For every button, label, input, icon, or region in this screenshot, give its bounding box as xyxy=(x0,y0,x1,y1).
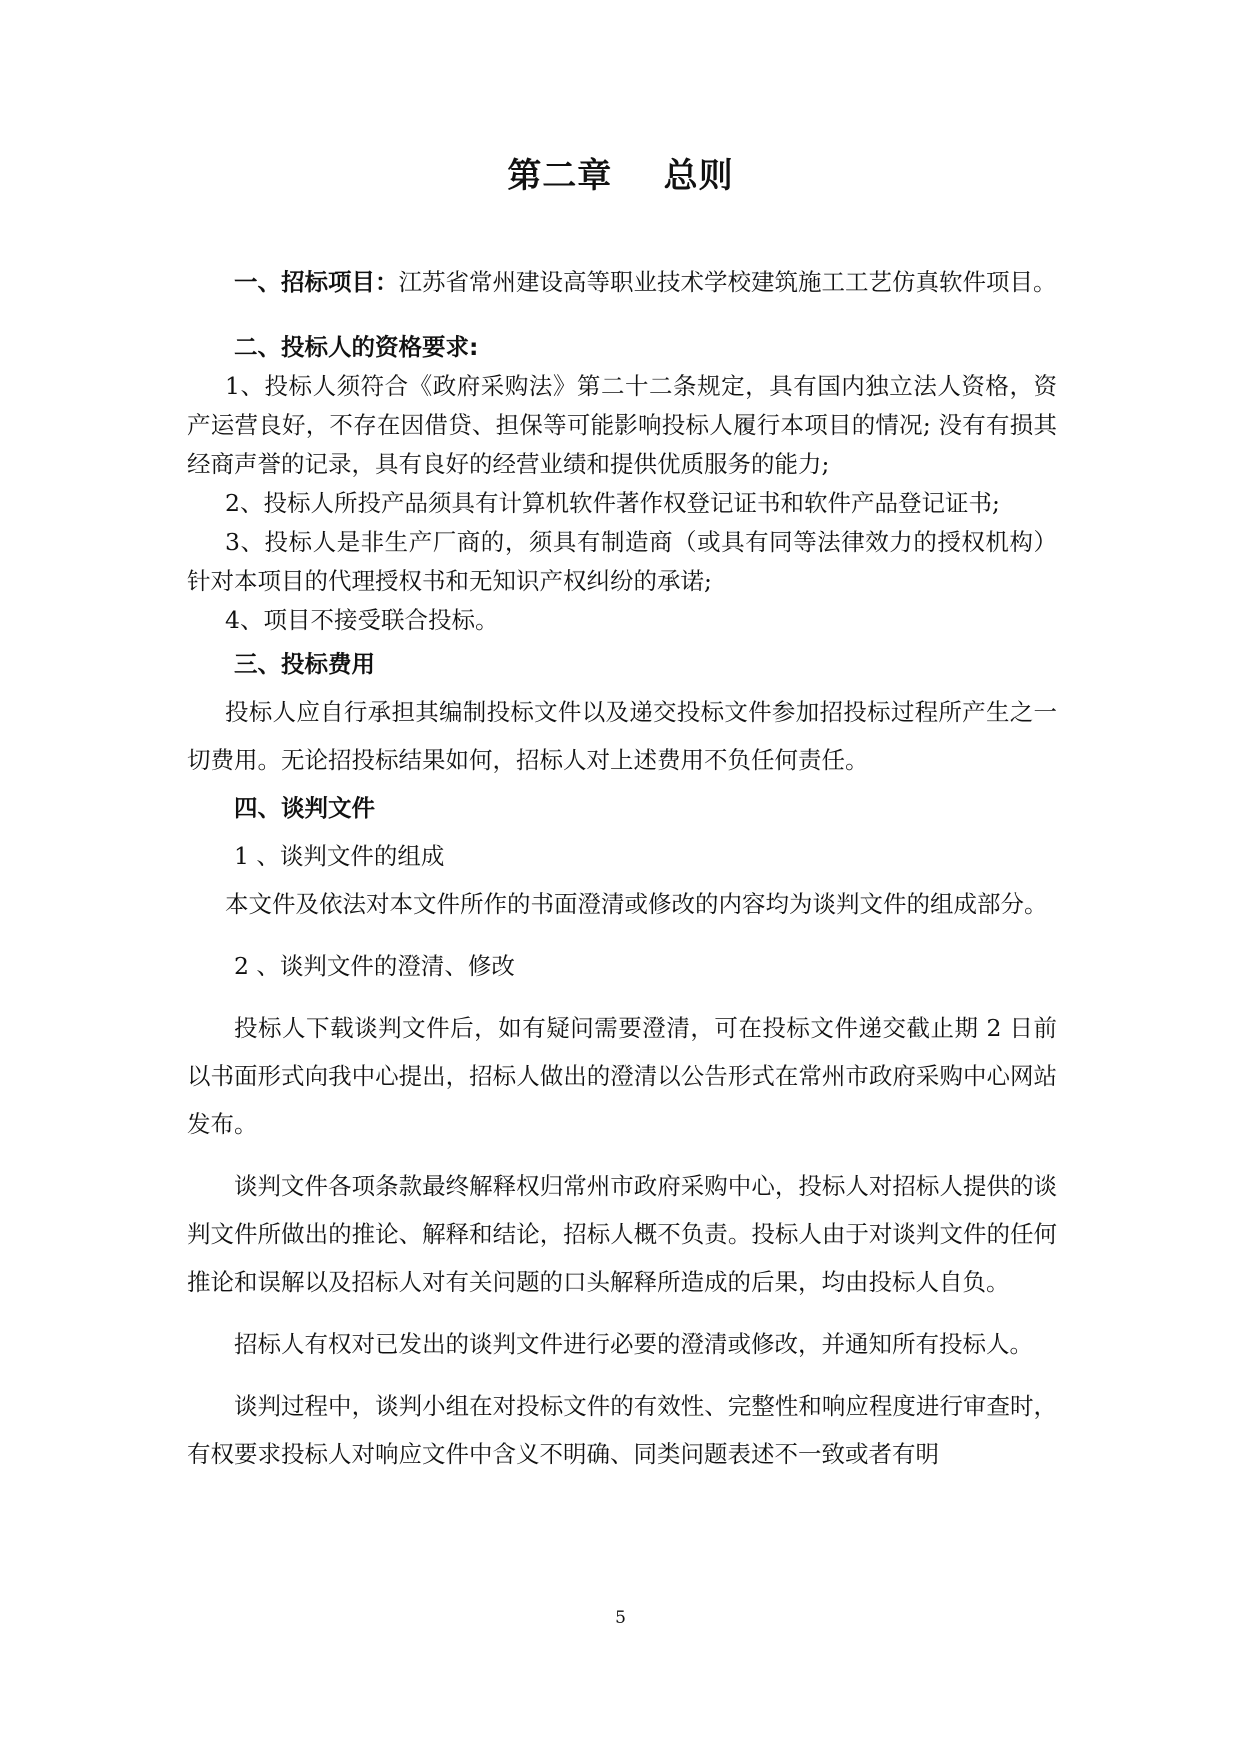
section-3-text: 投标人应自行承担其编制投标文件以及递交投标文件参加招投标过程所产生之一切费用。无论招投标结果如何，招标人对上述费用不负任何责任。 xyxy=(187,698,1057,774)
spacer xyxy=(187,306,1057,328)
qualification-item-1: 1、投标人须符合《政府采购法》第二十二条规定，具有国内独立法人资格，资产运营良好，不存在因借贷、担保等可能影响投标人履行本项目的情况; 没有有损其经商声誉的记录，具有良好的经营业绩和提供优质服务的能力; xyxy=(187,372,1057,478)
qualification-item-2: 2、投标人所投产品须具有计算机软件著作权登记证书和软件产品登记证书; xyxy=(225,489,1000,517)
qualification-item-3: 3、投标人是非生产厂商的，须具有制造商（或具有同等法律效力的授权机构）针对本项目的代理授权书和无知识产权纠纷的承诺; xyxy=(187,528,1057,595)
clarification-paragraph-4: 谈判过程中，谈判小组在对投标文件的有效性、完整性和响应程度进行审查时，有权要求投标人对响应文件中含义不明确、同类问题表述不一致或者有明 xyxy=(187,1392,1057,1468)
clarification-paragraph-3: 招标人有权对已发出的谈判文件进行必要的澄清或修改，并通知所有投标人。 xyxy=(234,1330,1033,1358)
spacer xyxy=(187,928,1057,942)
page-number: 5 xyxy=(615,1608,626,1628)
spacer xyxy=(187,1368,1057,1382)
subsection-1-text: 本文件及依法对本文件所作的书面澄清或修改的内容均为谈判文件的组成部分。 xyxy=(225,890,1048,918)
section-4-heading: 四、谈判文件 xyxy=(234,794,375,822)
spacer xyxy=(187,990,1057,1004)
section-1-text: 江苏省常州建设高等职业技术学校建筑施工工艺仿真软件项目。 xyxy=(398,268,1057,296)
spacer xyxy=(187,1306,1057,1320)
spacer xyxy=(187,1148,1057,1162)
section-2-heading: 二、投标人的资格要求: xyxy=(234,333,479,361)
qualification-item-4: 4、项目不接受联合投标。 xyxy=(225,606,499,634)
subsection-2-title: 2 、谈判文件的澄清、修改 xyxy=(234,952,515,980)
section-1-heading: 一、招标项目： xyxy=(234,268,399,296)
clarification-paragraph-2: 谈判文件各项条款最终解释权归常州市政府采购中心，投标人对招标人提供的谈判文件所做出的推论、解释和结论，招标人概不负责。投标人由于对谈判文件的任何推论和误解以及招标人对有关问题的口头解释所造成的后果，均由投标人自负。 xyxy=(187,1172,1057,1296)
section-3-heading: 三、投标费用 xyxy=(234,650,375,678)
document-body xyxy=(187,258,1057,1478)
chapter-title: 第二章 总则 xyxy=(507,156,734,196)
subsection-1-title: 1 、谈判文件的组成 xyxy=(234,842,445,870)
section-1-paragraph xyxy=(187,258,1057,306)
clarification-paragraph-1: 投标人下载谈判文件后，如有疑问需要澄清，可在投标文件递交截止期 2 日前以书面形式向我中心提出，招标人做出的澄清以公告形式在常州市政府采购中心网站发布。 xyxy=(187,1014,1057,1138)
